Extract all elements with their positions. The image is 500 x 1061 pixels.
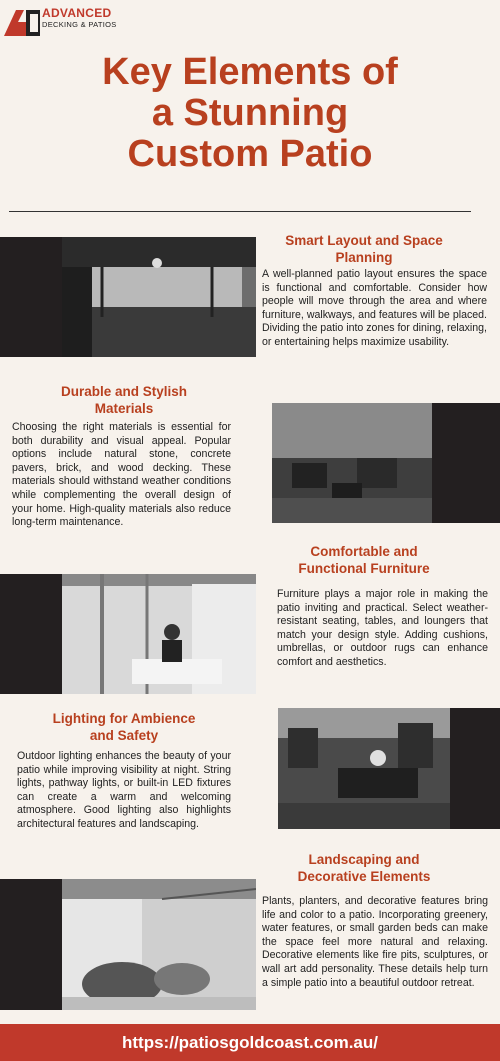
- patio-photo-furniture: [62, 574, 256, 694]
- patio-photo-landscaping: [62, 879, 256, 1010]
- section-heading: Durable and Stylish Materials: [60, 384, 188, 416]
- brand-logo: [0, 0, 138, 40]
- section-body: A well-planned patio layout ensures the space is functional and comfortable. Consider how people will move through the area and where furniture, walkways, and features will be placed. Dividing the patio into zones for dining, relaxing, or entertaining helps maximize usability.: [262, 268, 487, 348]
- decor-bar: [0, 237, 64, 357]
- decor-bar: [432, 403, 500, 523]
- decor-bar: [0, 574, 64, 694]
- section-heading: Lighting for Ambience and Safety: [52, 711, 196, 743]
- section-body: Outdoor lighting enhances the beauty of your patio while improving visibility at night. String lights, pathway lights, or built-in LED fixtures can create a warm and welcoming atmosphere. Good lighting also highlights architectural features and landscaping.: [17, 750, 231, 830]
- decor-bar: [0, 879, 64, 1010]
- title-divider: [9, 211, 471, 212]
- section-heading: Comfortable and Functional Furniture: [298, 544, 430, 576]
- patio-photo-lighting: [278, 708, 451, 829]
- patio-photo-materials: [272, 403, 433, 523]
- logo-name: ADVANCED: [42, 6, 112, 20]
- page-title: [0, 52, 500, 175]
- section-heading: Smart Layout and Space Planning: [285, 233, 443, 265]
- footer-url-link[interactable]: https://patiosgoldcoast.com.au/: [0, 1024, 500, 1061]
- patio-photo-layout: [62, 237, 256, 357]
- section-body: Plants, planters, and decorative features bring life and color to a patio. Incorporating greenery, water features, or small garden beds can make the space feel more natural and relaxing. Decorative elements like fire pits, sculptures, or wall art add personality. These details help turn a simple patio into a beautiful outdoor retreat.: [262, 895, 488, 989]
- title-line: a Stunning: [151, 92, 349, 134]
- logo-mark-icon: [2, 2, 42, 42]
- section-heading: Landscaping and Decorative Elements: [297, 852, 431, 884]
- section-body: Choosing the right materials is essential for both durability and visual appeal. Popular options include natural stone, concrete pavers, brick, and wood decking. These materials should withstand weather conditions while complementing the overall design of your home. High-quality materials also reduce long-term maintenance.: [12, 421, 231, 529]
- section-body: Furniture plays a major role in making the patio inviting and practical. Select weather-resistant seating, tables, and loungers that match your design style. Adding cushions, umbrellas, or outdoor rugs can enhance comfort and aesthetics.: [277, 588, 488, 668]
- title-line: Custom Patio: [127, 133, 373, 175]
- title-line: Key Elements of: [102, 51, 398, 93]
- logo-subtitle: DECKING & PATIOS: [42, 20, 117, 29]
- decor-bar: [450, 708, 500, 829]
